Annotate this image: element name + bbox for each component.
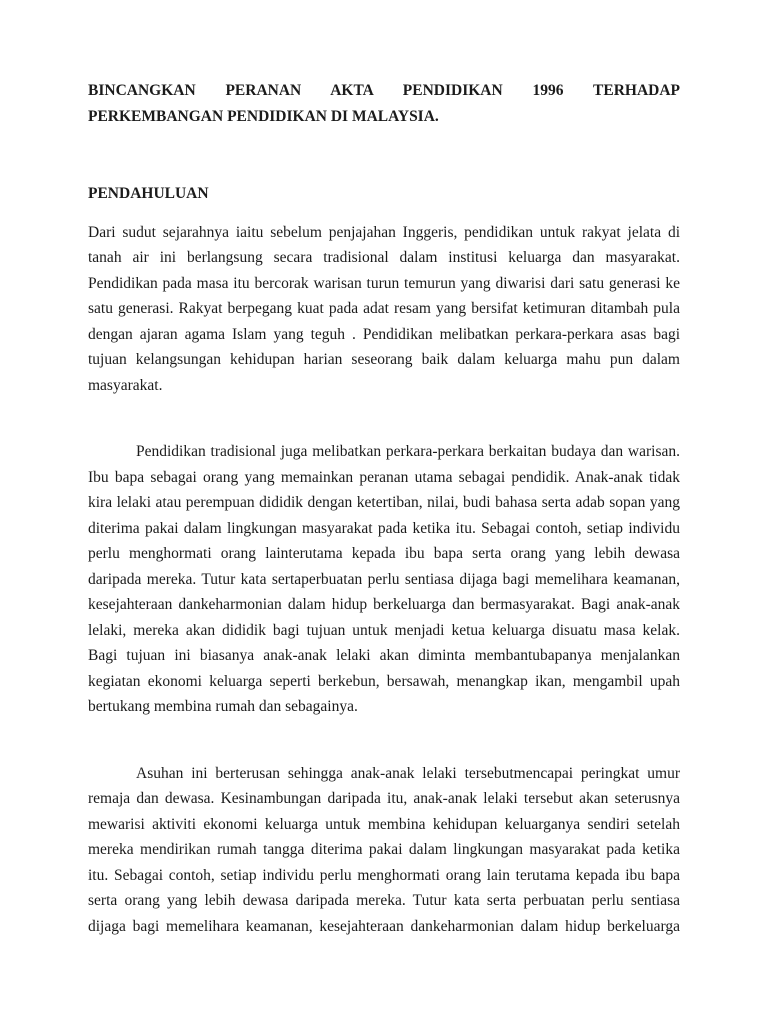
page-content — [88, 78, 680, 939]
text-line: Ibu bapa sebagai orang yang memainkan peranan utama sebagai pendidik. Anak-anak tidak — [88, 468, 680, 486]
text-line: bertukang membina rumah dan sebagainya. — [88, 698, 358, 715]
text-line: diterima pakai dalam lingkungan masyarakat pada ketika itu. Sebagai contoh, setiap individu — [88, 519, 680, 537]
text-line: tujuan kelangsungan kehidupan harian seseorang baik dalam keluarga mahu pun dalam — [88, 351, 680, 368]
text-line: mewarisi aktiviti ekonomi keluarga untuk membina kehidupan keluarganya sendiri setelah — [88, 815, 680, 833]
text-line: mereka mendirikan rumah tangga diterima pakai dalam lingkungan masyarakat pada ketika — [88, 841, 680, 858]
document-title — [88, 78, 680, 129]
text-line: perlu menghormati orang lainterutama kepada ibu bapa serta orang yang lebih dewasa — [88, 545, 680, 562]
title-line: BINCANGKAN PERANAN AKTA PENDIDIKAN 1996 TERHADAP — [88, 82, 680, 99]
text-line: Dari sudut sejarahnya iaitu sebelum penjajahan Inggeris, pendidikan untuk rakyat jelata di — [88, 223, 680, 241]
text-line: tanah air ini berlangsung secara tradisional dalam institusi keluarga dan masyarakat. — [88, 249, 680, 266]
title-line: PERKEMBANGAN PENDIDIKAN DI MALAYSIA. — [88, 107, 439, 125]
section-heading — [88, 181, 680, 207]
paragraph — [88, 439, 680, 720]
paragraph — [88, 761, 680, 940]
text-line: satu generasi. Rakyat berpegang kuat pada adat resam yang bersifat ketimuran ditambah pula — [88, 300, 680, 317]
text-line: remaja dan dewasa. Kesinambungan daripada itu, anak-anak lelaki tersebut akan seterusnya — [88, 790, 680, 807]
text-line: Pendidikan pada masa itu bercorak warisan turun temurun yang diwarisi dari satu generasi ke — [88, 274, 680, 292]
text-line: kegiatan ekonomi keluarga seperti berkebun, bersawah, menangkap ikan, mengambil upah — [88, 672, 680, 690]
text-line: itu. Sebagai contoh, setiap individu perlu menghormati orang lain terutama kepada ibu bapa — [88, 866, 680, 884]
heading-line: PENDAHULUAN — [88, 185, 209, 202]
text-line: masyarakat. — [88, 376, 163, 394]
paragraph — [88, 220, 680, 399]
text-line: Asuhan ini berterusan sehingga anak-anak lelaki tersebutmencapai peringkat umur — [136, 764, 680, 782]
text-line: serta orang yang lebih dewasa daripada mereka. Tutur kata serta perbuatan perlu sentiasa — [88, 892, 680, 909]
text-line: dengan ajaran agama Islam yang teguh . Pendidikan melibatkan perkara-perkara asas bagi — [88, 325, 680, 343]
text-line: dijaga bagi memelihara keamanan, kesejahteraan dankeharmonian dalam hidup berkeluarga — [88, 917, 680, 935]
text-line: lelaki, mereka akan dididik bagi tujuan untuk menjadi ketua keluarga disuatu masa kelak. — [88, 621, 680, 639]
text-line: kira lelaki atau perempuan dididik dengan ketertiban, nilai, budi bahasa serta adab sopan yang — [88, 494, 680, 511]
text-line: Pendidikan tradisional juga melibatkan perkara-perkara berkaitan budaya dan warisan. — [136, 443, 680, 460]
text-line: Bagi tujuan ini biasanya anak-anak lelaki akan diminta membantubapanya menjalankan — [88, 647, 680, 664]
text-line: daripada mereka. Tutur kata sertaperbuatan perlu sentiasa dijaga bagi memelihara keamanan, — [88, 570, 680, 588]
text-line: kesejahteraan dankeharmonian dalam hidup berkeluarga dan bermasyarakat. Bagi anak-anak — [88, 596, 680, 613]
